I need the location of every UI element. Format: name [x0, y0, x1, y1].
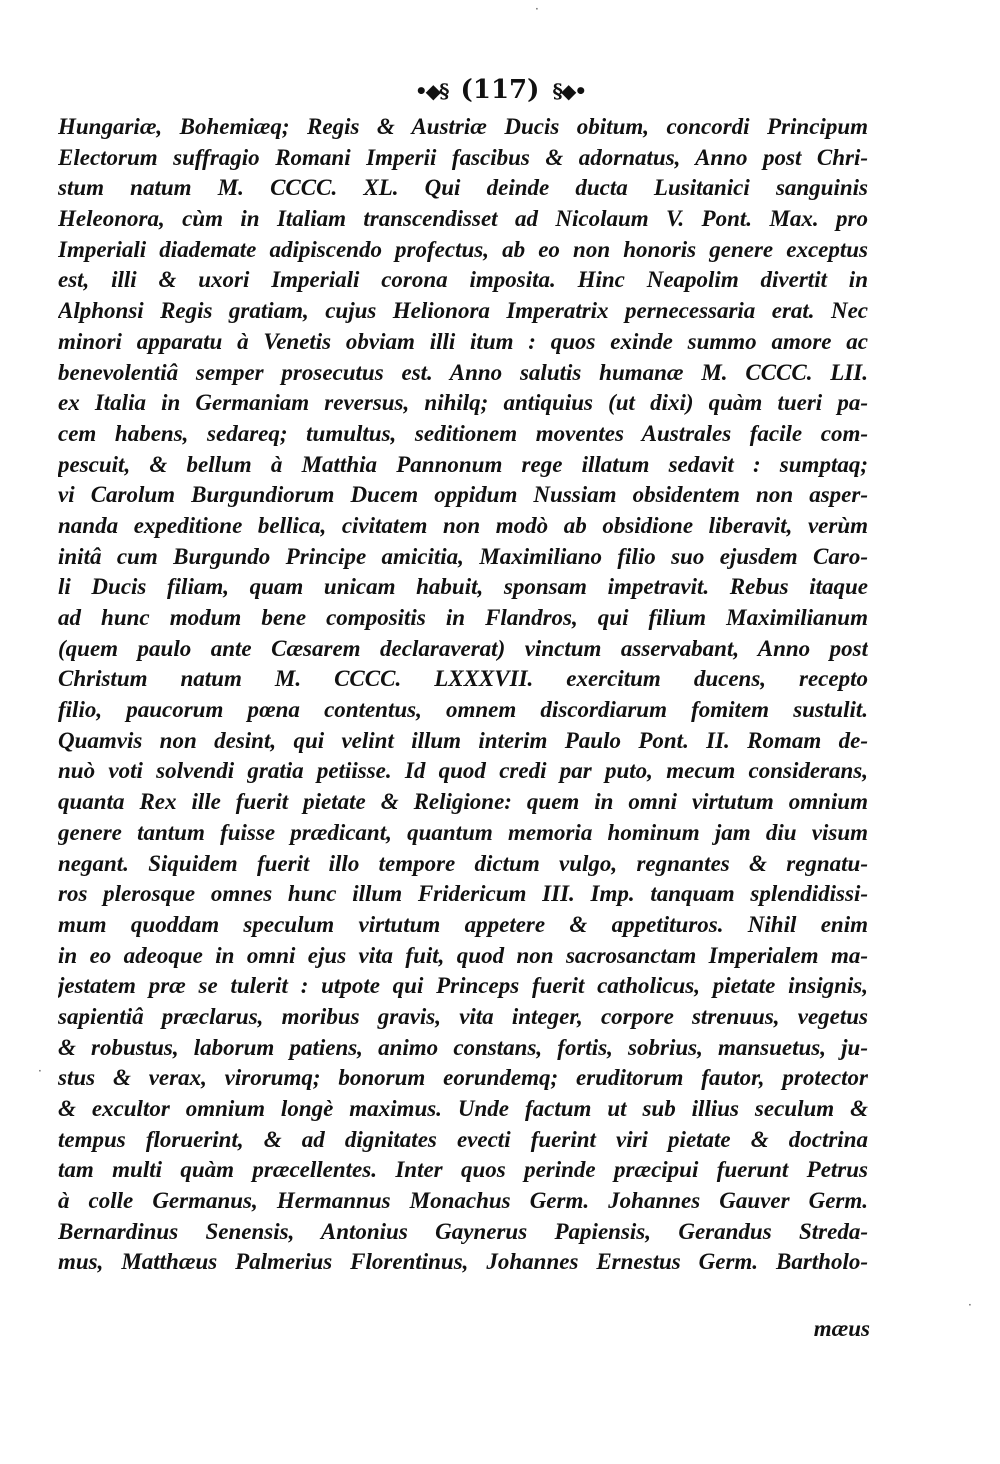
text-line: Electorum suffragio Romani Imperii fascibus & adornatus, Anno post Chri-	[58, 144, 868, 170]
text-line: mus, Matthæus Palmerius Florentinus, Johannes Ernestus Germ. Bartholo-	[58, 1249, 868, 1275]
text-line: stus & verax, virorumq; bonorum eorundemq; eruditorum fautor, protector	[58, 1065, 868, 1091]
header-ornament-right: §◆•	[552, 79, 586, 103]
page-number: (117)	[460, 75, 540, 105]
text-line: nanda expeditione bellica, civitatem non modò ab obsidione liberavit, verùm	[58, 512, 868, 538]
body-text	[58, 112, 868, 1278]
text-line: benevolentiâ semper prosecutus est. Anno salutis humanæ M. CCCC. LII.	[58, 359, 868, 385]
text-line: Imperiali diademate adipiscendo profectus, ab eo non honoris genere exceptus	[58, 236, 868, 262]
text-line: tempus floruerint, & ad dignitates evecti fuerint viri pietate & doctrina	[58, 1126, 868, 1152]
text-line: à colle Germanus, Hermannus Monachus Germ. Johannes Gauver Germ.	[58, 1188, 868, 1214]
scan-speck: ·	[38, 1064, 42, 1078]
text-line: sapientiâ præclarus, moribus gravis, vita integer, corpore strenuus, vegetus	[58, 1003, 868, 1029]
text-line: vi Carolum Burgundiorum Ducem oppidum Nussiam obsidentem non asper-	[58, 482, 868, 508]
text-line: in eo adeoque in omni ejus vita fuit, quod non sacrosanctam Imperialem ma-	[58, 942, 868, 968]
text-line: tam multi quàm præcellentes. Inter quos perinde præcipui fuerunt Petrus	[58, 1157, 868, 1183]
text-line: ad hunc modum bene compositis in Flandros, qui filium Maximilianum	[58, 605, 868, 630]
text-line: filio, paucorum pœna contentus, omnem discordiarum fomitem sustulit.	[58, 697, 868, 723]
text-line: Bernardinus Senensis, Antonius Gaynerus Papiensis, Gerandus Streda-	[58, 1218, 868, 1244]
scan-speck: ·	[535, 2, 539, 16]
text-line: Quamvis non desint, qui velint illum interim Paulo Pont. II. Romam de-	[58, 727, 868, 753]
text-line: ex Italia in Germaniam reversus, nihilq; antiquius (ut dixi) quàm tueri pa-	[58, 390, 868, 416]
text-line: stum natum M. CCCC. XL. Qui deinde ducta Lusitanici sanguinis	[58, 175, 868, 201]
scan-speck: ·	[968, 1298, 972, 1312]
text-line: Hungariæ, Bohemiæq; Regis & Austriæ Ducis obitum, concordi Principum	[58, 114, 868, 139]
text-line: & robustus, laborum patiens, animo constans, fortis, sobrius, mansuetus, ju-	[58, 1034, 868, 1060]
page-header	[0, 70, 1000, 111]
text-line: minori apparatu à Venetis obviam illi itum : quos exinde summo amore ac	[58, 328, 868, 354]
catchword: mæus	[813, 1316, 870, 1341]
text-line: (quem paulo ante Cæsarem declaraverat) vinctum asservabant, Anno post	[58, 635, 868, 661]
text-line: Heleonora, cùm in Italiam transcendisset ad Nicolaum V. Pont. Max. pro	[58, 206, 868, 232]
text-line: quanta Rex ille fuerit pietate & Religione: quem in omni virtutum omnium	[58, 789, 868, 815]
text-line: est, illi & uxori Imperiali corona imposita. Hinc Neapolim divertit in	[58, 267, 868, 293]
text-line: negant. Siquidem fuerit illo tempore dictum vulgo, regnantes & regnatu-	[58, 850, 868, 876]
text-line: genere tantum fuisse prædicant, quantum memoria hominum jam diu visum	[58, 819, 868, 845]
text-line: Alphonsi Regis gratiam, cujus Helionora Imperatrix pernecessaria erat. Nec	[58, 298, 868, 324]
text-line: cem habens, sedareq; tumultus, seditionem moventes Australes facile com-	[58, 420, 868, 446]
text-line: Christum natum M. CCCC. LXXXVII. exercitum ducens, recepto	[58, 666, 868, 692]
text-line: ros plerosque omnes hunc illum Fridericum III. Imp. tanquam splendidissi-	[58, 881, 868, 907]
header-ornament-left: •◆§	[414, 79, 448, 103]
text-line: li Ducis filiam, quam unicam habuit, sponsam impetravit. Rebus itaque	[58, 574, 868, 600]
text-line: & excultor omnium longè maximus. Unde factum ut sub illius seculum &	[58, 1096, 868, 1121]
text-line: initâ cum Burgundo Principe amicitia, Maximiliano filio suo ejusdem Caro-	[58, 543, 868, 569]
text-line: mum quoddam speculum virtutum appetere & appetituros. Nihil enim	[58, 911, 868, 937]
text-line: pescuit, & bellum à Matthia Pannonum rege illatum sedavit : sumptaq;	[58, 451, 868, 477]
text-line: jestatem præ se tulerit : utpote qui Princeps fuerit catholicus, pietate insignis,	[58, 973, 868, 999]
text-line: nuò voti solvendi gratia petiisse. Id quod credi par puto, mecum considerans,	[58, 758, 868, 784]
